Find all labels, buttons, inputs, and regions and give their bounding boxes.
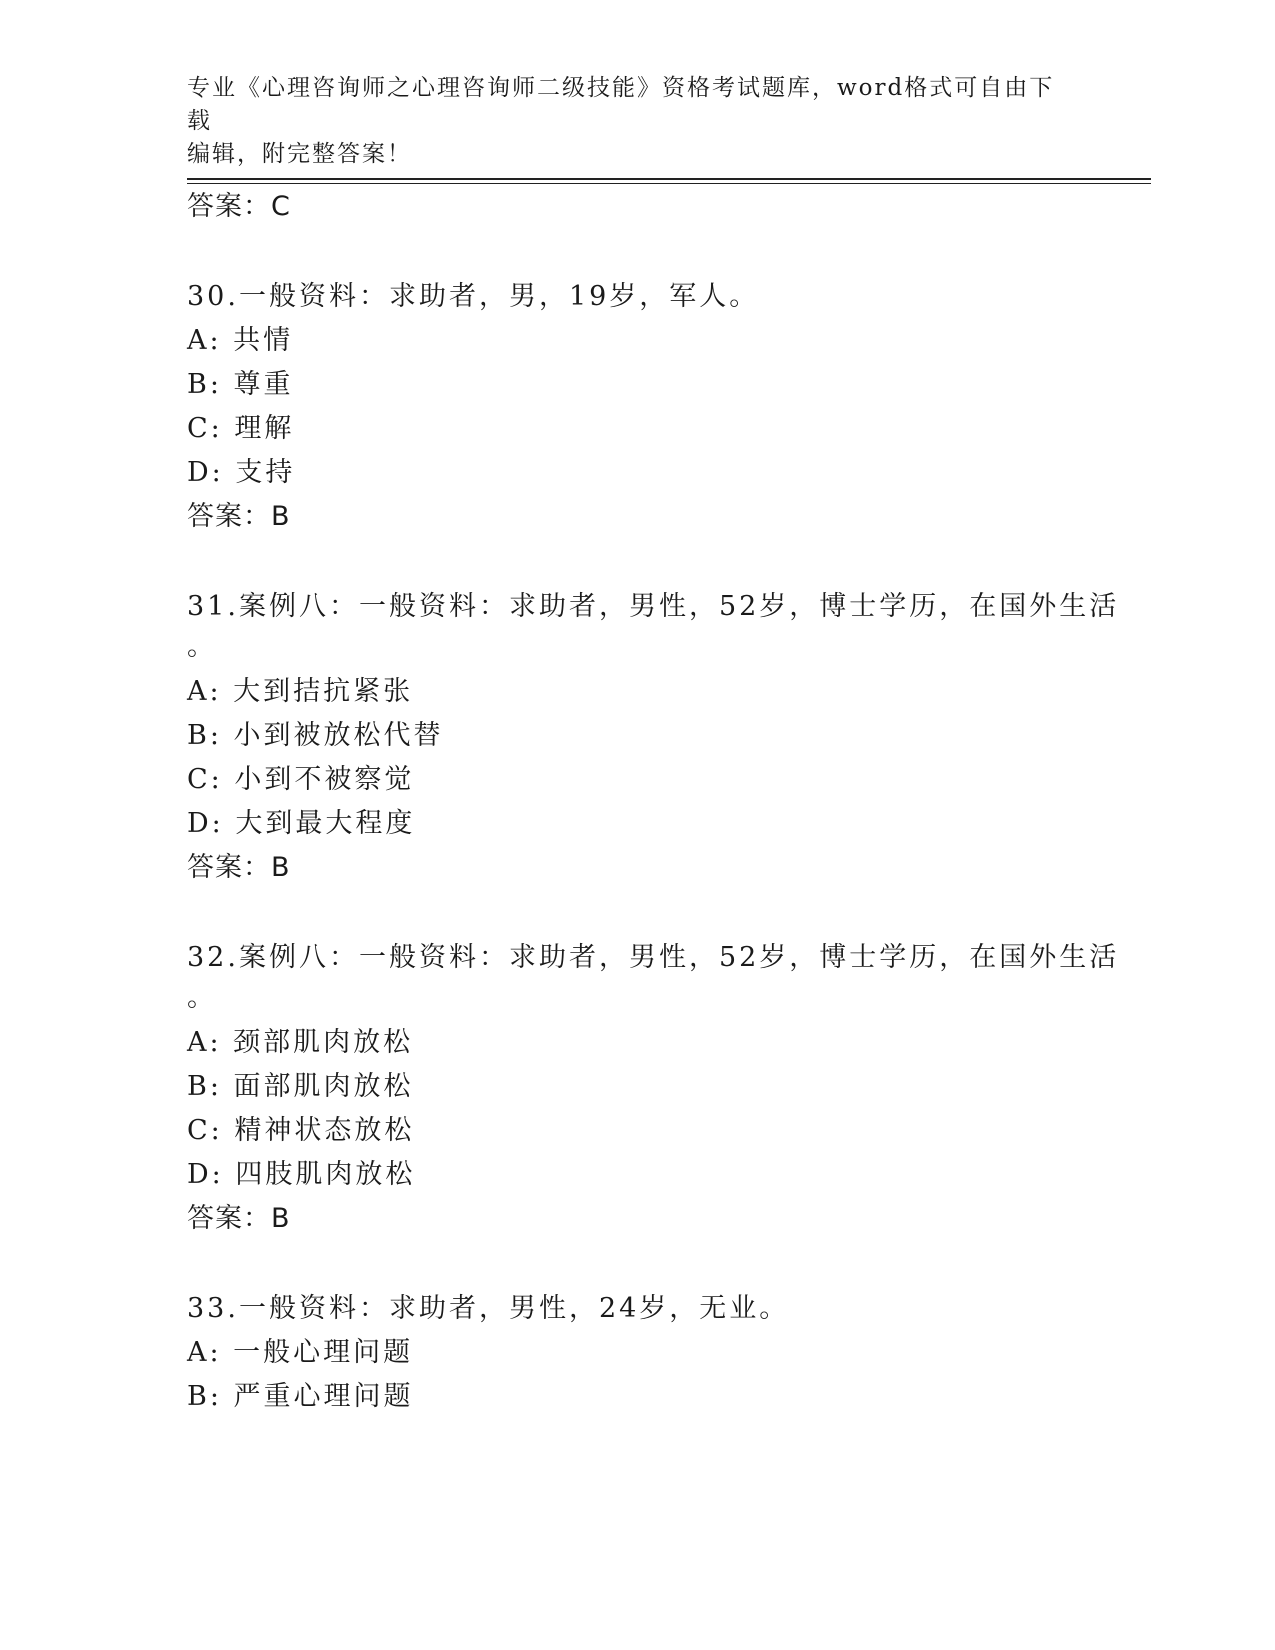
option-a: A: 大到拮抗紧张 <box>187 676 414 707</box>
header-line-1: 专业《心理咨询师之心理咨询师二级技能》资格考试题库，word格式可自由下载 <box>187 75 1055 134</box>
answer-line: 答案：B <box>187 501 291 532</box>
answer-line: 答案：C <box>187 191 291 222</box>
option-b: B: 小到被放松代替 <box>187 720 444 751</box>
option-d: D: 支持 <box>187 457 296 488</box>
question-stem-continuation: 。 <box>187 631 217 662</box>
option-a: A: 一般心理问题 <box>187 1337 414 1368</box>
question-stem: 30.一般资料：求助者，男，19岁，军人。 <box>187 281 760 312</box>
header-rule-thick <box>187 178 1151 180</box>
option-a: A: 颈部肌肉放松 <box>187 1027 414 1058</box>
question-stem: 32.案例八：一般资料：求助者，男性，52岁，博士学历，在国外生活 <box>187 942 1120 973</box>
document-header <box>187 72 1077 171</box>
option-a: A: 共情 <box>187 325 294 356</box>
question-stem: 31.案例八：一般资料：求助者，男性，52岁，博士学历，在国外生活 <box>187 591 1120 622</box>
option-d: D: 大到最大程度 <box>187 808 416 839</box>
option-b: B: 面部肌肉放松 <box>187 1071 414 1102</box>
option-b: B: 尊重 <box>187 369 294 400</box>
option-c: C: 小到不被察觉 <box>187 764 415 795</box>
answer-line: 答案：B <box>187 1203 291 1234</box>
header-rule-thin <box>187 183 1151 184</box>
option-c: C: 精神状态放松 <box>187 1115 415 1146</box>
option-d: D: 四肢肌肉放松 <box>187 1159 416 1190</box>
question-stem: 33.一般资料：求助者，男性，24岁，无业。 <box>187 1293 790 1324</box>
answer-line: 答案：B <box>187 852 291 883</box>
option-b: B: 严重心理问题 <box>187 1381 414 1412</box>
header-line-2: 编辑，附完整答案！ <box>187 141 412 167</box>
question-stem-continuation: 。 <box>187 982 217 1013</box>
option-c: C: 理解 <box>187 413 295 444</box>
